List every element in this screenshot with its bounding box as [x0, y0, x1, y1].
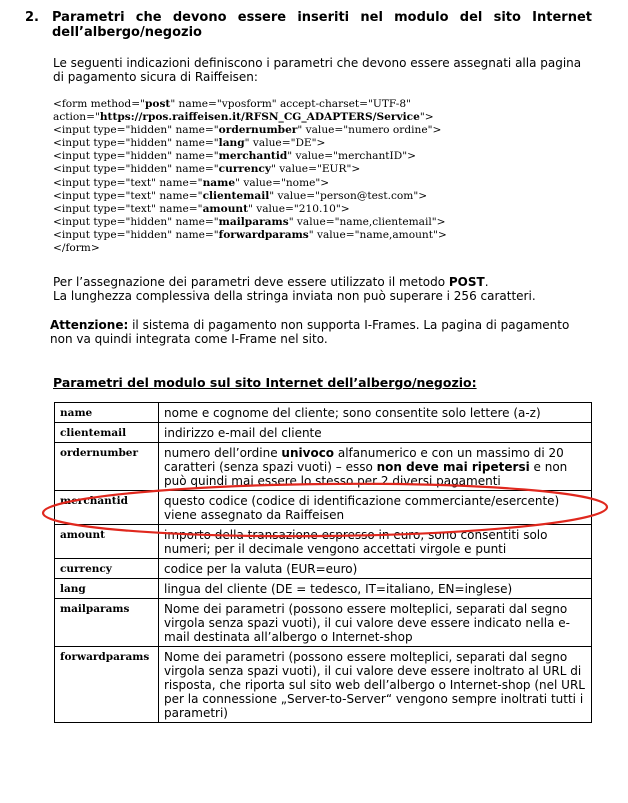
table-row — [55, 647, 592, 723]
param-description-cell — [159, 423, 592, 443]
table-row — [55, 525, 592, 559]
text-run: Per l’assegnazione dei parametri deve essere utilizzato il metodo — [53, 275, 449, 289]
code-line — [53, 98, 447, 111]
table-title: Parametri del modulo sul sito Internet dell’albergo/negozio: — [53, 375, 477, 390]
table-row — [55, 491, 592, 525]
bold-text: clientemail — [202, 189, 270, 202]
param-description-cell — [159, 559, 592, 579]
bold-text: non deve mai ripetersi — [376, 460, 530, 474]
code-line — [53, 163, 447, 176]
text-run: <input type="hidden" name=" — [53, 215, 219, 228]
text-run: <input type="hidden" name=" — [53, 163, 219, 176]
text-run: questo codice (codice di identificazione commerciante/esercente) viene assegnato da Raiffeisen — [164, 494, 560, 522]
text-run: " value="merchantID"> — [287, 150, 416, 163]
param-name-cell: merchantid — [55, 491, 159, 525]
table-row — [55, 443, 592, 491]
bold-text: lang — [218, 137, 245, 150]
bold-text: amount — [202, 202, 248, 215]
method-note — [53, 275, 593, 303]
param-name-cell: lang — [55, 579, 159, 599]
bold-text: post — [144, 98, 171, 110]
param-description-cell — [159, 443, 592, 491]
param-name-cell: ordernumber — [55, 443, 159, 491]
param-name-cell: clientemail — [55, 423, 159, 443]
bold-text: merchantid — [218, 150, 288, 163]
param-description-cell — [159, 647, 592, 723]
text-run: action=" — [53, 111, 100, 124]
param-description-cell — [159, 579, 592, 599]
param-name-cell: mailparams — [55, 599, 159, 647]
text-run: lingua del cliente (DE = tedesco, IT=italiano, EN=inglese) — [164, 582, 513, 596]
section-number: 2. — [25, 10, 39, 25]
text-run: <input type="text" name=" — [53, 189, 203, 202]
text-run: importo della transazione espresso in euro; sono consentiti solo numeri; per il decimale vengono accettati virgole e punti — [164, 528, 548, 556]
param-name-cell: forwardparams — [55, 647, 159, 723]
text-run: " value="DE"> — [244, 137, 326, 150]
code-line — [53, 242, 447, 255]
code-line — [53, 190, 447, 203]
table-row — [55, 559, 592, 579]
text-run: indirizzo e-mail del cliente — [164, 426, 322, 440]
text-run: alfanumerico e con un massimo di 20 caratteri (senza spazi vuoti) – esso — [164, 446, 564, 474]
code-line — [53, 203, 447, 216]
text-run: "> — [419, 111, 434, 124]
text-run: " value="nome"> — [235, 176, 330, 189]
code-line — [53, 177, 447, 190]
bold-text: univoco — [281, 446, 335, 460]
bold-text: name — [202, 176, 236, 189]
text-run: <input type="text" name=" — [53, 202, 203, 215]
intro-paragraph: Le seguenti indicazioni definiscono i parametri che devono essere assegnati alla pagina di pagamento sicura di Raiffeisen: — [53, 56, 582, 84]
text-run: </form> — [53, 242, 100, 255]
param-name-cell: currency — [55, 559, 159, 579]
code-line — [53, 216, 447, 229]
param-description-cell — [159, 491, 592, 525]
code-line — [53, 111, 447, 124]
text-run: Nome dei parametri (possono essere molteplici, separati dal segno virgola senza spazi vuoti), il cui valore deve essere indicato nella e-mail destinata all’albergo o Internet-shop — [164, 602, 570, 644]
note-line — [53, 289, 593, 303]
text-run: e non può quindi mai essere lo stesso per 2 diversi pagamenti — [164, 460, 568, 488]
text-run: La lunghezza complessiva della stringa inviata non può superare i 256 caratteri. — [53, 289, 536, 303]
parameters-table — [54, 402, 592, 723]
text-run: . — [484, 275, 489, 289]
table-row — [55, 403, 592, 423]
text-run: " name="vposform" accept-charset="UTF-8" — [170, 98, 411, 110]
table-row — [55, 579, 592, 599]
code-line — [53, 229, 447, 242]
text-run: il sistema di pagamento non supporta I-Frames. La pagina di pagamento non va quindi integrata come I-Frame nel sito. — [50, 318, 570, 346]
text-run: <input type="text" name=" — [53, 176, 203, 189]
text-run: <input type="hidden" name=" — [53, 150, 219, 163]
param-name-cell: name — [55, 403, 159, 423]
text-run: Nome dei parametri (possono essere molteplici, separati dal segno virgola senza spazi vuoti), il cui valore deve essere inoltrato al URL di risposta, che riporta sul sito web dell’albergo o Internet-shop (nel URL per la connessione „Server-to-Server“ vengono sempre inoltrati tutti i parametri) — [164, 650, 585, 720]
text-run: " value="numero ordine"> — [297, 124, 442, 137]
text-run: <input type="hidden" name=" — [53, 124, 219, 137]
text-run: codice per la valuta (EUR=euro) — [164, 562, 358, 576]
param-description-cell — [159, 403, 592, 423]
text-run: numero dell’ordine — [164, 446, 282, 460]
bold-text: forwardparams — [218, 228, 309, 241]
param-description-cell — [159, 525, 592, 559]
bold-text: https://rpos.raiffeisen.it/RFSN_CG_ADAPTERS/Service — [99, 111, 420, 124]
param-description-cell — [159, 599, 592, 647]
form-code-block — [53, 98, 447, 255]
code-line — [53, 137, 447, 150]
attention-note — [50, 318, 593, 346]
table-row — [55, 599, 592, 647]
text-run: " value="EUR"> — [271, 163, 361, 176]
text-run: nome e cognome del cliente; sono consentite solo lettere (a-z) — [164, 406, 541, 420]
text-run: " value="name,clientemail"> — [288, 215, 446, 228]
text-run: " value="person@test.com"> — [269, 189, 428, 202]
table-row — [55, 423, 592, 443]
note-line — [53, 275, 593, 289]
bold-text: mailparams — [218, 215, 289, 228]
text-run: " value="name,amount"> — [308, 228, 447, 241]
text-run: <form method=" — [53, 98, 145, 110]
bold-text: POST — [448, 275, 485, 289]
bold-text: Attenzione: — [50, 318, 129, 332]
param-name-cell: amount — [55, 525, 159, 559]
bold-text: currency — [218, 163, 272, 176]
section-heading: Parametri che devono essere inseriti nel modulo del sito Internet dell’albergo/negozio — [52, 10, 592, 40]
text-run: <input type="hidden" name=" — [53, 228, 219, 241]
code-line — [53, 150, 447, 163]
text-run: " value="210.10"> — [248, 202, 350, 215]
code-line — [53, 124, 447, 137]
text-run: <input type="hidden" name=" — [53, 137, 219, 150]
bold-text: ordernumber — [218, 124, 298, 137]
